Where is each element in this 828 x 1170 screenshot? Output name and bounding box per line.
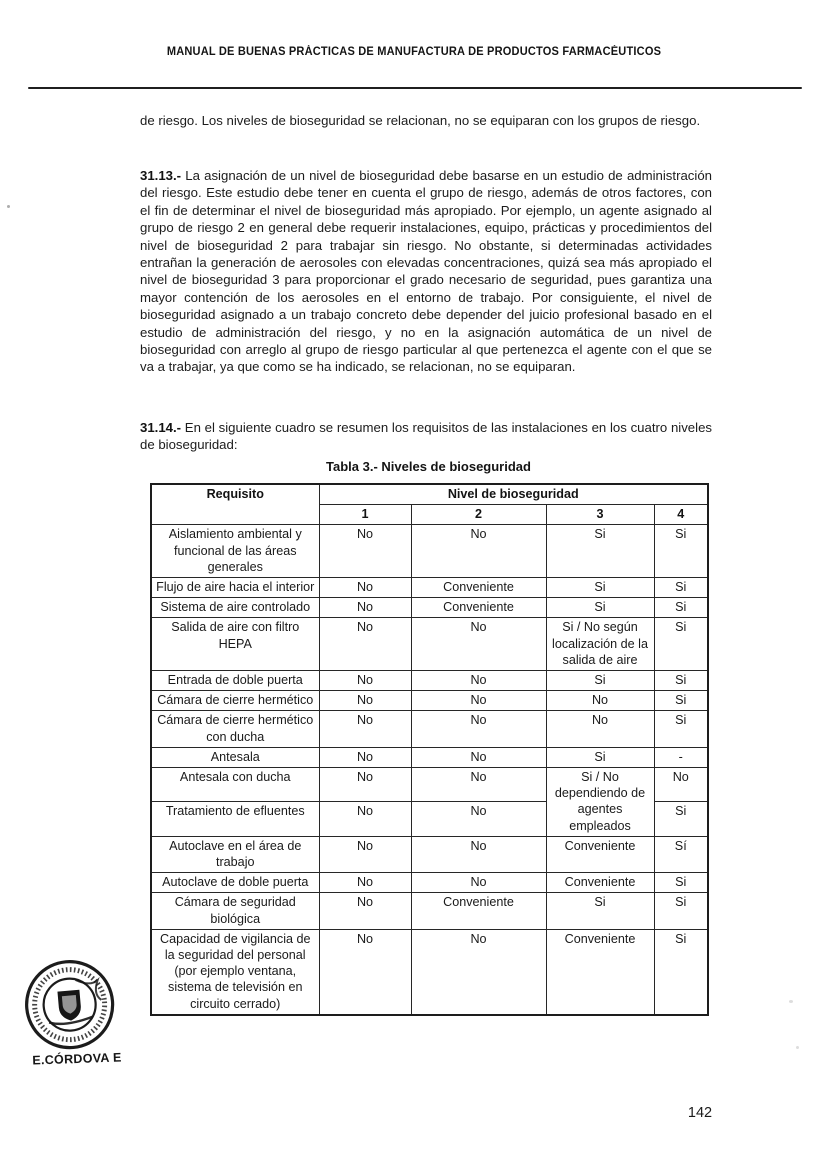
level-3-cell: Conveniente — [546, 873, 654, 893]
requisito-cell: Cámara de cierre hermético con ducha — [151, 711, 319, 747]
level-3-cell: Conveniente — [546, 929, 654, 1015]
paragraph-intro-text: de riesgo. Los niveles de bioseguridad se relacionan, no se equiparan con los grupos de riesgo. — [140, 113, 701, 128]
table-row — [151, 836, 708, 872]
level-2-cell: Conveniente — [411, 578, 546, 598]
level-4-cell: Si — [654, 929, 708, 1015]
scan-artifact — [796, 1046, 799, 1049]
table-row — [151, 691, 708, 711]
table-caption: Tabla 3.- Niveles de bioseguridad — [326, 459, 531, 474]
level-3-cell: Si — [546, 578, 654, 598]
requisito-cell: Tratamiento de efluentes — [151, 802, 319, 836]
page-number: 142 — [687, 1105, 713, 1121]
table-row — [151, 578, 708, 598]
table-row — [151, 893, 708, 929]
level-4-cell: Si — [654, 598, 708, 618]
level-4-header-cell: 4 — [654, 505, 708, 525]
level-4-cell: - — [654, 747, 708, 767]
level-1-cell: No — [319, 578, 411, 598]
table-header-row — [151, 484, 708, 505]
level-4-cell: No — [654, 768, 708, 802]
level-2-cell: No — [411, 768, 546, 802]
table-row — [151, 598, 708, 618]
scan-artifact — [7, 205, 10, 208]
paragraph-31-13-text: La asignación de un nivel de bioseguridad debe basarse en un estudio de administración del riesgo. Este estudio debe tener en cuenta el grupo de riesgo, además de otros factores, con el fin de determinar el nivel de bioseguridad más apropiado. Por ejemplo, un agente asignado al grupo de riesgo 2 en general debe requerir instalaciones, equipo, prácticas y procedimientos del nivel de bioseguridad 2 para trabajar sin riesgo. No obstante, si determinadas actividades entrañan la generación de aerosoles con elevadas concentraciones, quizá sea más apropiado el nivel de bioseguridad 3 para proporcionar el grado necesario de seguridad, pues garantiza una mayor contención de los aerosoles en el entorno de trabajo. Por consiguiente, el nivel de bioseguridad asignado a un trabajo concreto debe depender del juicio profesional basado en el estudio de administración del riesgo, y no en la asignación automática de un nivel de bioseguridad con arreglo al grupo de riesgo particular al que pertenezca el agente con el que se va a trabajar, ya que como se ha indicado, se relacionan, no se equiparan. — [140, 168, 712, 375]
requisito-cell: Entrada de doble puerta — [151, 671, 319, 691]
level-2-cell: No — [411, 873, 546, 893]
level-2-cell: No — [411, 711, 546, 747]
stamp-signer-name: E.CÓRDOVA E — [32, 1050, 122, 1068]
level-3-cell: Si — [546, 893, 654, 929]
scan-artifact — [789, 1000, 793, 1003]
requisito-cell: Cámara de seguridad biológica — [151, 893, 319, 929]
level-2-header-cell: 2 — [411, 505, 546, 525]
requisito-cell: Flujo de aire hacia el interior — [151, 578, 319, 598]
level-3-header-cell: 3 — [546, 505, 654, 525]
table-row — [151, 711, 708, 747]
level-1-cell: No — [319, 671, 411, 691]
requisito-cell: Autoclave de doble puerta — [151, 873, 319, 893]
requisito-cell: Antesala — [151, 747, 319, 767]
level-4-cell: Si — [654, 691, 708, 711]
table-row — [151, 671, 708, 691]
level-2-cell: No — [411, 836, 546, 872]
level-2-cell: No — [411, 525, 546, 578]
official-stamp — [14, 953, 140, 1064]
requisito-cell: Salida de aire con filtro HEPA — [151, 618, 319, 671]
level-3-cell: Si / No según localización de la salida de aire — [546, 618, 654, 671]
table-row — [151, 873, 708, 893]
level-1-header-cell: 1 — [319, 505, 411, 525]
level-2-cell: Conveniente — [411, 893, 546, 929]
level-4-cell: Si — [654, 578, 708, 598]
paragraph-31-14 — [140, 419, 712, 454]
table-row — [151, 768, 708, 802]
table-row — [151, 525, 708, 578]
level-3-cell: Conveniente — [546, 836, 654, 872]
paragraph-31-14-text: En el siguiente cuadro se resumen los requisitos de las instalaciones en los cuatro niveles de bioseguridad: — [140, 420, 712, 453]
group-header-cell: Nivel de bioseguridad — [319, 484, 708, 505]
level-4-cell: Si — [654, 618, 708, 671]
requisito-cell: Cámara de cierre hermético — [151, 691, 319, 711]
level-1-cell: No — [319, 929, 411, 1015]
requisito-cell: Aislamiento ambiental y funcional de las áreas generales — [151, 525, 319, 578]
level-1-cell: No — [319, 802, 411, 836]
requisito-cell: Antesala con ducha — [151, 768, 319, 802]
level-1-cell: No — [319, 768, 411, 802]
level-4-cell: Si — [654, 893, 708, 929]
level-1-cell: No — [319, 691, 411, 711]
level-1-cell: No — [319, 873, 411, 893]
level-3-cell: Si — [546, 598, 654, 618]
table-row — [151, 618, 708, 671]
table-row — [151, 747, 708, 767]
document-header-title: MANUAL DE BUENAS PRÁCTICAS DE MANUFACTURA DE PRODUCTOS FARMACÉUTICOS — [166, 46, 662, 58]
level-3-cell: No — [546, 711, 654, 747]
level-2-cell: No — [411, 671, 546, 691]
level-2-cell: No — [411, 802, 546, 836]
level-1-cell: No — [319, 711, 411, 747]
level-1-cell: No — [319, 836, 411, 872]
level-1-cell: No — [319, 893, 411, 929]
level-3-merged-cell: Si / No dependiendo de agentes empleados — [546, 768, 654, 837]
level-2-cell: Conveniente — [411, 598, 546, 618]
level-1-cell: No — [319, 747, 411, 767]
header-divider — [28, 87, 802, 89]
level-3-cell: Si — [546, 747, 654, 767]
level-4-cell: Si — [654, 671, 708, 691]
level-4-cell: Si — [654, 802, 708, 836]
level-3-cell: No — [546, 691, 654, 711]
paragraph-intro — [140, 112, 712, 129]
paragraph-31-13 — [140, 167, 712, 376]
level-4-cell: Sí — [654, 836, 708, 872]
level-3-cell: Si — [546, 525, 654, 578]
biosafety-levels-table — [150, 483, 709, 1016]
level-1-cell: No — [319, 618, 411, 671]
requisito-cell: Autoclave en el área de trabajo — [151, 836, 319, 872]
requisito-header-cell: Requisito — [151, 484, 319, 525]
level-1-cell: No — [319, 525, 411, 578]
level-1-cell: No — [319, 598, 411, 618]
table-row — [151, 929, 708, 1015]
stamp-seal-icon — [14, 953, 140, 1059]
level-2-cell: No — [411, 747, 546, 767]
requisito-cell: Capacidad de vigilancia de la seguridad del personal (por ejemplo ventana, sistema de televisión en circuito cerrado) — [151, 929, 319, 1015]
section-number-31-14: 31.14.- — [140, 420, 182, 435]
requisito-cell: Sistema de aire controlado — [151, 598, 319, 618]
level-4-cell: Si — [654, 525, 708, 578]
level-4-cell: Si — [654, 711, 708, 747]
section-number-31-13: 31.13.- — [140, 168, 182, 183]
level-2-cell: No — [411, 618, 546, 671]
level-2-cell: No — [411, 929, 546, 1015]
level-3-cell: Si — [546, 671, 654, 691]
level-2-cell: No — [411, 691, 546, 711]
level-4-cell: Si — [654, 873, 708, 893]
